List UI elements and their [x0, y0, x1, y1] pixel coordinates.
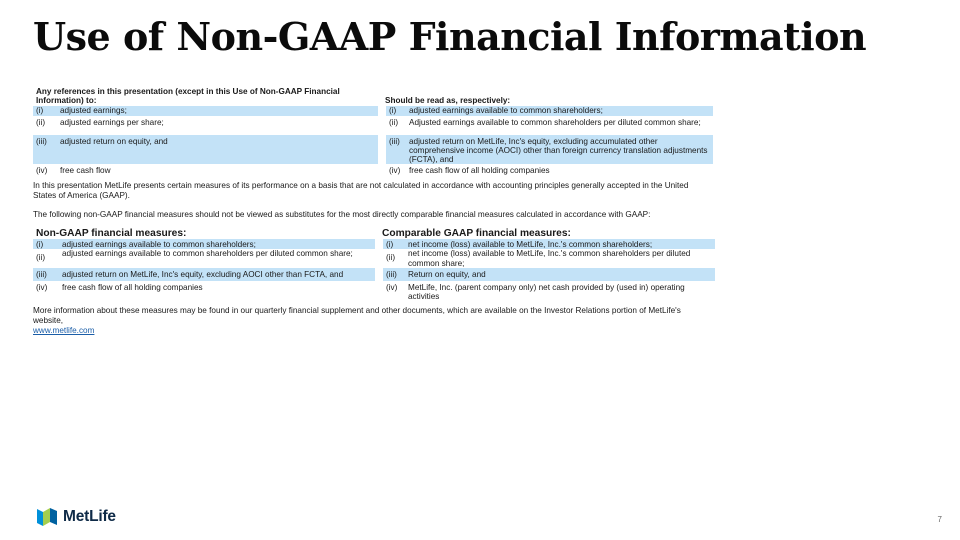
left-column-header: Any references in this presentation (except in this Use of Non-GAAP Financial Information) to: — [36, 87, 340, 106]
row-text: adjusted earnings available to common shareholders per diluted common share; — [62, 249, 353, 259]
metlife-logo — [37, 507, 116, 526]
substitutes-paragraph: The following non-GAAP financial measures should not be viewed as substitutes for the most directly comparable financial measures calculated in accordance with GAAP: — [33, 210, 651, 219]
table-row — [33, 106, 713, 115]
table-row — [33, 164, 713, 175]
table-header-row — [33, 229, 715, 239]
row-text: net income (loss) available to MetLife, Inc.'s common shareholders per diluted common share; — [408, 249, 691, 268]
row-text: adjusted return on MetLife, Inc's equity, excluding accumulated other comprehensive income (AOCI) other than foreign currency translation adjustments (FCTA), and — [406, 135, 713, 165]
row-number: (iii) — [33, 268, 59, 280]
row-number: (iii) — [33, 135, 57, 165]
row-text: free cash flow of all holding companies — [62, 282, 203, 292]
page-number: 7 — [937, 515, 942, 524]
row-number: (iii) — [379, 268, 405, 280]
row-text: adjusted earnings; — [57, 106, 382, 115]
table-row — [33, 268, 715, 280]
row-text: free cash flow of all holding companies — [409, 166, 550, 176]
metlife-website-link[interactable]: www.metlife.com — [33, 326, 95, 335]
more-info-paragraph — [33, 306, 713, 336]
gaap-header: Comparable GAAP financial measures: — [382, 228, 571, 239]
table-header-row — [33, 87, 713, 106]
row-number: (i) — [33, 106, 57, 115]
table-row — [33, 239, 715, 249]
row-number: (i) — [33, 239, 59, 249]
table-row — [33, 281, 715, 301]
row-text: adjusted return on MetLife, Inc's equity, excluding AOCI other than FCTA, and — [59, 268, 379, 280]
row-text: adjusted earnings per share; — [60, 117, 164, 127]
row-number: (iv) — [382, 164, 406, 175]
row-number: (iv) — [36, 166, 48, 176]
more-info-text: More information about these measures may be found in our quarterly financial supplement and other documents, which are available on the Investor Relations portion of MetLife's website, — [33, 306, 681, 325]
table-row — [33, 135, 713, 165]
row-number: (ii) — [379, 249, 405, 268]
row-number: (iv) — [36, 282, 48, 292]
measures-table — [33, 229, 715, 301]
row-text: free cash flow — [60, 166, 111, 176]
row-text: adjusted return on equity, and — [57, 135, 382, 165]
non-gaap-header: Non-GAAP financial measures: — [36, 228, 187, 239]
gaap-paragraph: In this presentation MetLife presents certain measures of its performance on a basis that are not calculated in accordance with accounting principles generally accepted in the United States of America (GAAP). — [33, 181, 689, 200]
right-column-header: Should be read as, respectively: — [385, 96, 511, 106]
row-number: (i) — [379, 239, 405, 249]
table-row — [33, 249, 715, 268]
row-text: adjusted earnings available to common shareholders; — [59, 239, 379, 249]
row-number: (iv) — [379, 281, 405, 301]
row-number: (ii) — [382, 116, 406, 135]
row-number: (ii) — [36, 117, 46, 127]
row-text: net income (loss) available to MetLife, Inc.'s common shareholders; — [405, 239, 715, 249]
logo-wordmark: MetLife — [63, 507, 116, 525]
row-text: MetLife, Inc. (parent company only) net cash provided by (used in) operating activities — [408, 282, 685, 301]
row-number: (iii) — [382, 135, 406, 165]
table-row — [33, 116, 713, 135]
page-title: Use of Non-GAAP Financial Information — [33, 14, 867, 59]
row-number: (i) — [382, 106, 406, 115]
metlife-logo-icon — [37, 507, 57, 526]
references-table — [33, 87, 713, 175]
row-number: (ii) — [36, 253, 46, 263]
row-text: adjusted earnings available to common shareholders; — [406, 106, 713, 115]
row-text: Return on equity, and — [405, 268, 715, 280]
row-text: Adjusted earnings available to common shareholders per diluted common share; — [409, 117, 701, 127]
